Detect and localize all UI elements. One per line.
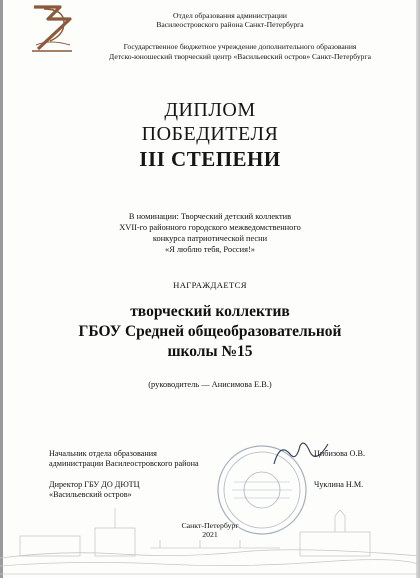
nomination-line1: В номинации: Творческий детский коллектив	[128, 212, 292, 221]
nomination-line3: конкурса патриотической песни	[152, 234, 268, 243]
department-name-line1: Отдел образования администрации	[173, 11, 287, 20]
institution-name-line2: Детско-юношеский творческий центр «Васильевский остров» Санкт-Петербурга	[109, 52, 371, 61]
nomination-line2: XVII-го районного городского межведомственного	[119, 223, 301, 232]
department-name-line2: Василеостровского района Санкт-Петербурга	[156, 20, 304, 29]
diploma-title-winner: ПОБЕДИТЕЛЯ	[141, 123, 279, 145]
leader-note: (руководитель — Анисимова Е.В.)	[148, 380, 272, 389]
nomination-line4: «Я люблю тебя, Россия!»	[165, 245, 255, 254]
organization-logo-icon	[30, 5, 74, 53]
issue-year: 2021	[202, 530, 218, 539]
signatory2-name: Чуклина Н.М.	[314, 480, 364, 489]
signatory2-title-line2: «Васильевский остров»	[49, 490, 132, 499]
recipient-line3: школы №15	[167, 343, 253, 360]
signatory2-title-line1: Директор ГБУ ДО ДЮТЦ	[49, 480, 140, 489]
issue-city: Санкт-Петербург	[181, 521, 239, 530]
recipient-line1: творческий коллектив	[130, 303, 290, 320]
diploma-degree: III СТЕПЕНИ	[139, 147, 281, 171]
diploma-title: ДИПЛОМ	[164, 99, 256, 121]
awarded-label: НАГРАЖДАЕТСЯ	[173, 280, 247, 290]
signatory1-title-line1: Начальник отдела образования	[49, 449, 157, 458]
signatory1-name: Цибизова О.В.	[314, 449, 366, 458]
recipient-line2: ГБОУ Средней общеобразовательной	[78, 323, 342, 340]
signatory1-title-line2: администрации Василеостровского района	[49, 459, 199, 468]
institution-name-line1: Государственное бюджетное учреждение дополнительного образования	[123, 42, 357, 51]
